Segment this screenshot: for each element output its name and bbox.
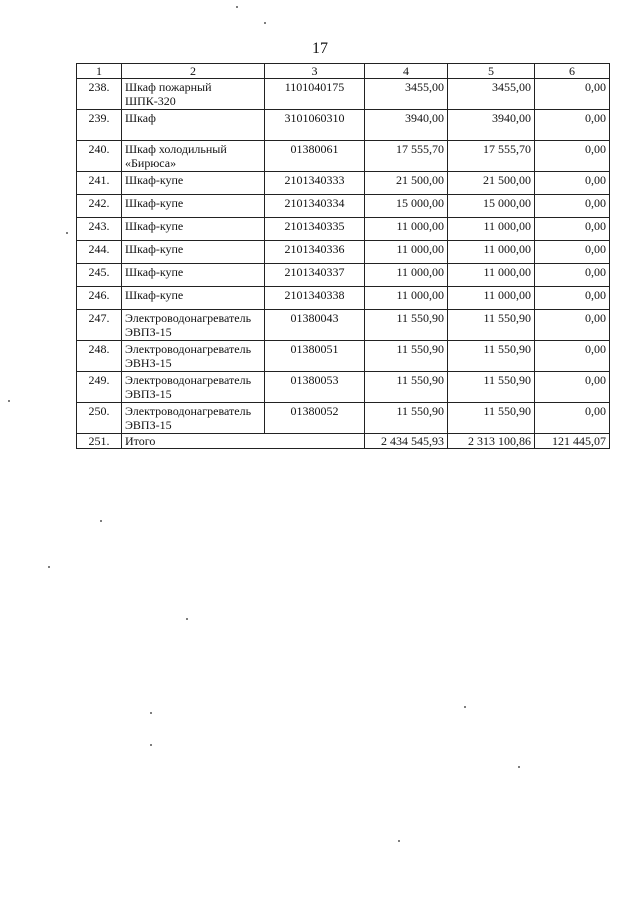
scan-speck xyxy=(150,744,152,746)
page-number: 17 xyxy=(312,40,328,57)
row-number: 241. xyxy=(77,172,122,195)
total-label: Итого xyxy=(122,434,365,449)
item-name: Электроводонагреватель ЭВНЗ-15 xyxy=(122,341,265,372)
value-col6: 0,00 xyxy=(535,403,610,434)
scan-speck xyxy=(48,566,50,568)
table-row xyxy=(77,172,610,195)
value-col6: 0,00 xyxy=(535,372,610,403)
value-col4: 3455,00 xyxy=(365,79,448,110)
table-row xyxy=(77,403,610,434)
item-code: 2101340334 xyxy=(265,195,365,218)
value-col4: 11 550,90 xyxy=(365,372,448,403)
total-row xyxy=(77,434,610,449)
value-col6: 0,00 xyxy=(535,172,610,195)
table-row xyxy=(77,79,610,110)
item-code: 01380043 xyxy=(265,310,365,341)
row-number: 250. xyxy=(77,403,122,434)
item-code: 01380052 xyxy=(265,403,365,434)
total-col6: 121 445,07 xyxy=(535,434,610,449)
item-code: 01380053 xyxy=(265,372,365,403)
scan-speck xyxy=(236,6,238,8)
table-row xyxy=(77,241,610,264)
item-code: 3101060310 xyxy=(265,110,365,141)
value-col6: 0,00 xyxy=(535,310,610,341)
value-col5: 17 555,70 xyxy=(448,141,535,172)
table-header-row xyxy=(77,64,610,79)
scan-speck xyxy=(150,712,152,714)
table-row xyxy=(77,310,610,341)
value-col5: 11 000,00 xyxy=(448,264,535,287)
table-row xyxy=(77,372,610,403)
row-number: 240. xyxy=(77,141,122,172)
value-col5: 15 000,00 xyxy=(448,195,535,218)
column-header: 1 xyxy=(77,64,122,79)
value-col5: 11 550,90 xyxy=(448,341,535,372)
column-header: 6 xyxy=(535,64,610,79)
item-code: 01380061 xyxy=(265,141,365,172)
value-col4: 11 550,90 xyxy=(365,403,448,434)
item-code: 1101040175 xyxy=(265,79,365,110)
value-col5: 11 550,90 xyxy=(448,372,535,403)
value-col5: 11 550,90 xyxy=(448,403,535,434)
column-header: 5 xyxy=(448,64,535,79)
scan-speck xyxy=(464,706,466,708)
table-row xyxy=(77,341,610,372)
item-code: 2101340336 xyxy=(265,241,365,264)
value-col6: 0,00 xyxy=(535,287,610,310)
value-col5: 11 000,00 xyxy=(448,241,535,264)
item-code: 01380051 xyxy=(265,341,365,372)
value-col4: 11 000,00 xyxy=(365,264,448,287)
row-number: 251. xyxy=(77,434,122,449)
scan-speck xyxy=(8,400,10,402)
value-col5: 11 550,90 xyxy=(448,310,535,341)
value-col6: 0,00 xyxy=(535,341,610,372)
row-number: 246. xyxy=(77,287,122,310)
row-number: 243. xyxy=(77,218,122,241)
item-code: 2101340333 xyxy=(265,172,365,195)
item-name: Шкаф-купе xyxy=(122,241,265,264)
item-code: 2101340335 xyxy=(265,218,365,241)
row-number: 242. xyxy=(77,195,122,218)
row-number: 244. xyxy=(77,241,122,264)
item-name: Шкаф-купе xyxy=(122,218,265,241)
row-number: 247. xyxy=(77,310,122,341)
scan-speck xyxy=(264,22,266,24)
value-col4: 11 000,00 xyxy=(365,287,448,310)
value-col4: 17 555,70 xyxy=(365,141,448,172)
inventory-table xyxy=(76,63,610,449)
item-name: Электроводонагреватель ЭВПЗ-15 xyxy=(122,403,265,434)
value-col6: 0,00 xyxy=(535,264,610,287)
item-name: Шкаф-купе xyxy=(122,287,265,310)
value-col5: 11 000,00 xyxy=(448,287,535,310)
item-name: Шкаф холодильный «Бирюса» xyxy=(122,141,265,172)
scan-speck xyxy=(66,232,68,234)
value-col4: 11 550,90 xyxy=(365,310,448,341)
value-col6: 0,00 xyxy=(535,110,610,141)
item-name: Шкаф пожарный ШПК-320 xyxy=(122,79,265,110)
total-col4: 2 434 545,93 xyxy=(365,434,448,449)
row-number: 238. xyxy=(77,79,122,110)
value-col6: 0,00 xyxy=(535,141,610,172)
column-header: 4 xyxy=(365,64,448,79)
value-col5: 21 500,00 xyxy=(448,172,535,195)
value-col6: 0,00 xyxy=(535,195,610,218)
value-col5: 11 000,00 xyxy=(448,218,535,241)
table-row xyxy=(77,287,610,310)
item-name: Электроводонагреватель ЭВПЗ-15 xyxy=(122,372,265,403)
total-col5: 2 313 100,86 xyxy=(448,434,535,449)
column-header: 2 xyxy=(122,64,265,79)
value-col4: 21 500,00 xyxy=(365,172,448,195)
value-col6: 0,00 xyxy=(535,218,610,241)
value-col5: 3940,00 xyxy=(448,110,535,141)
scan-speck xyxy=(100,520,102,522)
row-number: 239. xyxy=(77,110,122,141)
table-row xyxy=(77,110,610,141)
value-col6: 0,00 xyxy=(535,241,610,264)
table-row xyxy=(77,195,610,218)
value-col4: 15 000,00 xyxy=(365,195,448,218)
row-number: 245. xyxy=(77,264,122,287)
value-col6: 0,00 xyxy=(535,79,610,110)
value-col4: 3940,00 xyxy=(365,110,448,141)
item-code: 2101340338 xyxy=(265,287,365,310)
scan-speck xyxy=(398,840,400,842)
item-name: Шкаф-купе xyxy=(122,195,265,218)
value-col4: 11 000,00 xyxy=(365,241,448,264)
row-number: 248. xyxy=(77,341,122,372)
row-number: 249. xyxy=(77,372,122,403)
item-name: Электроводонагреватель ЭВПЗ-15 xyxy=(122,310,265,341)
value-col4: 11 000,00 xyxy=(365,218,448,241)
value-col4: 11 550,90 xyxy=(365,341,448,372)
item-name: Шкаф-купе xyxy=(122,172,265,195)
table-row xyxy=(77,141,610,172)
value-col5: 3455,00 xyxy=(448,79,535,110)
column-header: 3 xyxy=(265,64,365,79)
item-code: 2101340337 xyxy=(265,264,365,287)
scan-speck xyxy=(518,766,520,768)
table-row xyxy=(77,218,610,241)
item-name: Шкаф-купе xyxy=(122,264,265,287)
scan-speck xyxy=(186,618,188,620)
item-name: Шкаф xyxy=(122,110,265,141)
table-row xyxy=(77,264,610,287)
